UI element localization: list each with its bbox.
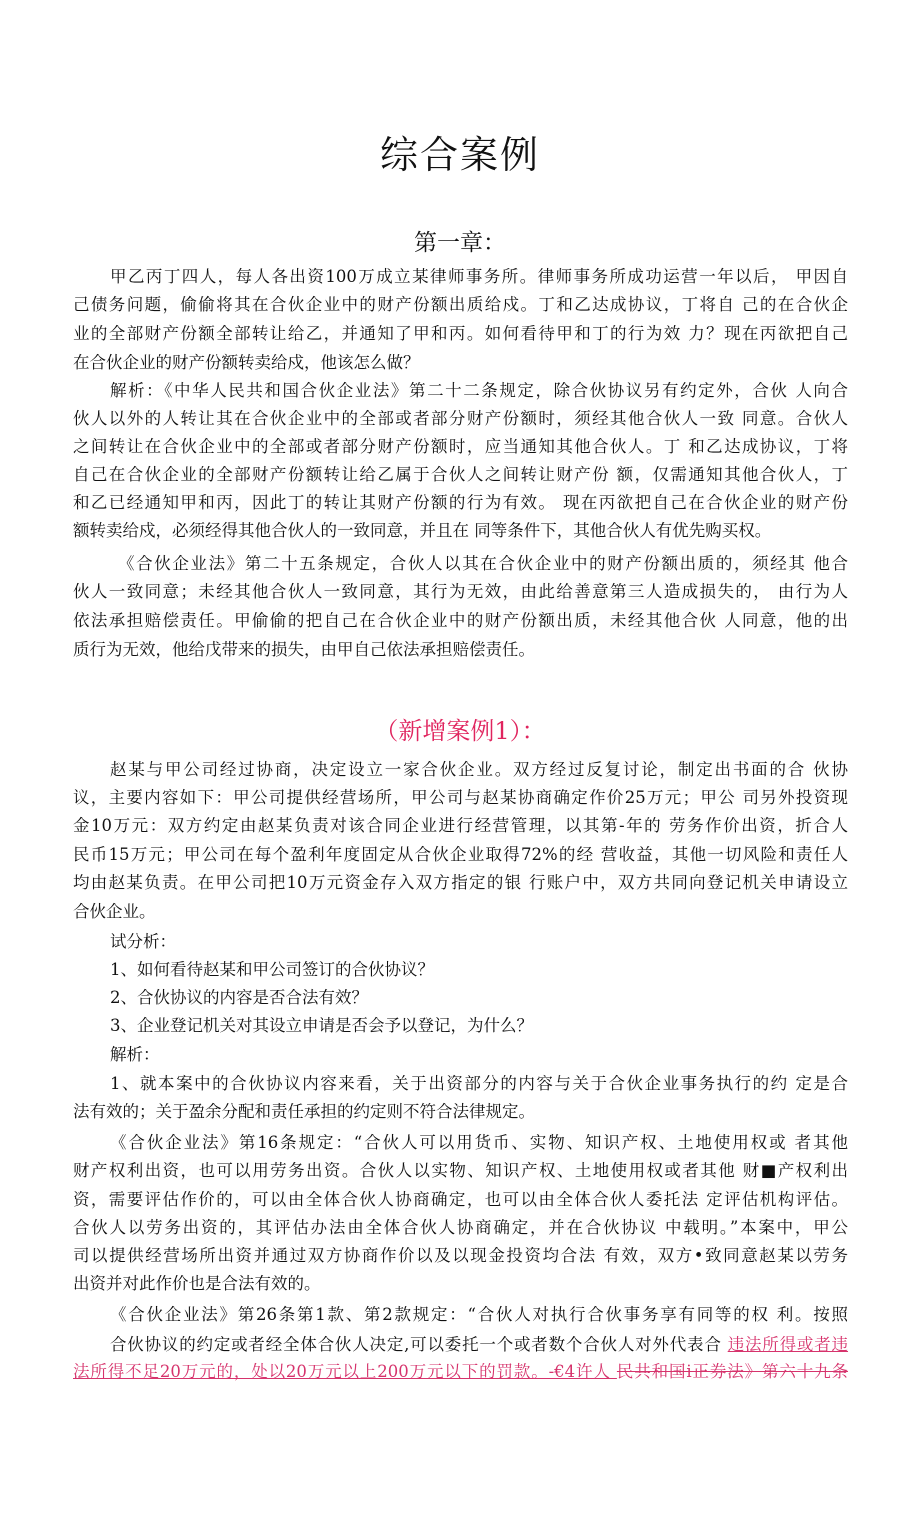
text-line: 2、合伙协议的内容是否合法有效？	[110, 988, 368, 1007]
text-line: 司以提供经营场所出资并通过双方协商作价以及以现金投资均合法 有效，双方•致同意赵某以劳务	[73, 1246, 848, 1265]
text-line: 民币15万元；甲公司在每个盈利年度固定从合伙企业取得72%的经 营收益，其他一切风险和责任人	[73, 845, 848, 864]
text-line: 解析：《中华人民共和国合伙企业法》第二十二条规定，除合伙协议另有约定外，合伙 人向合	[110, 381, 848, 400]
text-line: 质行为无效，他给戊带来的损失，由甲自己依法承担赔偿责任。	[73, 640, 535, 659]
text-line: 甲乙丙丁四人，每人各出资100万成立某律师事务所。律师事务所成功运营一年以后， 甲因自	[110, 267, 848, 286]
text-line: 自己在合伙企业的全部财产份额转让给乙属于合伙人之间转让财产份 额，仅需通知其他合伙人，丁	[73, 465, 848, 484]
document-title: 综合案例	[379, 133, 540, 177]
text-line: 解析：	[110, 1045, 160, 1064]
text-line: 之间转让在合伙企业中的全部或者部分财产份额时，应当通知其他合伙人。丁 和乙达成协议，丁将	[73, 437, 848, 456]
text-line: 1、如何看待赵某和甲公司签订的合伙协议？	[110, 960, 434, 979]
text-line: 伙人一致同意；未经其他合伙人一致同意，其行为无效，由此给善意第三人造成损失的， 由行为人	[73, 582, 848, 601]
text-segment: 合伙协议的约定或者经全体合伙人决定,可以委托一个或者数个合伙人对外代表合	[110, 1335, 728, 1354]
final-line-2	[73, 1360, 848, 1384]
text-line: 在合伙企业的财产份额转卖给戍，他该怎么做？	[73, 353, 420, 372]
text-line: 试分析：	[110, 932, 176, 951]
text-line: 《合伙企业法》第二十五条规定，合伙人以其在合伙企业中的财产份额出质的，须经其 他合	[118, 554, 848, 573]
text-line: 出资并对此作价也是合法有效的。	[73, 1274, 321, 1293]
text-line: 赵某与甲公司经过协商，决定设立一家合伙企业。双方经过反复讨论，制定出书面的合 伙协	[110, 760, 848, 779]
new-case-heading: （新增案例1）：	[374, 717, 546, 745]
text-line: 合伙人以劳务出资的，其评估办法由全体合伙人协商确定，并在合伙协议 中载明。”本案中，甲公	[73, 1218, 848, 1237]
tracked-insertion: 法所得不足20万元的，处以20万元以上200万元以下的罚款。-€4许人	[73, 1362, 617, 1381]
text-line: 合伙企业。	[73, 902, 156, 921]
text-line: 均由赵某负责。在甲公司把10万元资金存入双方指定的银 行账户中，双方共同向登记机关申请设立	[73, 873, 848, 892]
text-line: 伙人以外的人转让其在合伙企业中的全部或者部分财产份额时，须经其他合伙人一致 同意。合伙人	[73, 409, 848, 428]
text-line: 1、就本案中的合伙协议内容来看，关于出资部分的内容与关于合伙企业事务执行的约 定是合	[110, 1074, 848, 1093]
text-line: 《合伙企业法》第26条第1款、第2款规定：“合伙人对执行合伙事务享有同等的权 利。按照	[110, 1305, 848, 1324]
text-line: 3、企业登记机关对其设立申请是否会予以登记，为什么？	[110, 1016, 533, 1035]
final-line-1	[110, 1333, 848, 1357]
text-line: 依法承担赔偿责任。甲偷偷的把自己在合伙企业中的财产份额出质，未经其他合伙 人同意，他的出	[73, 611, 848, 630]
text-line: 资，需要评估作价的，可以由全体合伙人协商确定，也可以由全体合伙人委托法 定评估机构评估。	[73, 1190, 848, 1209]
text-line: 业的全部财产份额全部转让给乙，并通知了甲和丙。如何看待甲和丁的行为效 力？现在丙欲把自己	[73, 324, 848, 343]
tracked-deletion: 民共和国i正券法》第六十九条	[616, 1362, 848, 1381]
text-line: 己债务问题，偷偷将其在合伙企业中的财产份额出质给戍。丁和乙达成协议，丁将自 己的在合伙企	[73, 295, 848, 314]
text-line: 额转卖给戍，必须经得其他合伙人的一致同意，并且在 同等条件下，其他合伙人有优先购买权。	[73, 521, 772, 540]
chapter-heading: 第一章：	[414, 230, 506, 256]
text-line: 议，主要内容如下：甲公司提供经营场所，甲公司与赵某协商确定作价25万元；甲公 司另外投资现	[73, 788, 848, 807]
text-line: 《合伙企业法》第16条规定：“合伙人可以用货币、实物、知识产权、土地使用权或 者其他	[110, 1133, 848, 1152]
text-line: 金10万元：双方约定由赵某负责对该合同企业进行经营管理，以其第-年的 劳务作价出资，折合人	[73, 816, 848, 835]
tracked-insertion: 违法所得或者违	[727, 1335, 849, 1354]
text-line: 法有效的；关于盈余分配和责任承担的约定则不符合法律规定。	[73, 1102, 535, 1121]
text-line: 财产权利出资，也可以用劳务出资。合伙人以实物、知识产权、土地使用权或者其他 财■产权利出	[73, 1161, 848, 1180]
text-line: 和乙已经通知甲和丙，因此丁的转让其财产份额的行为有效。 现在丙欲把自己在合伙企业的财产份	[73, 493, 848, 512]
